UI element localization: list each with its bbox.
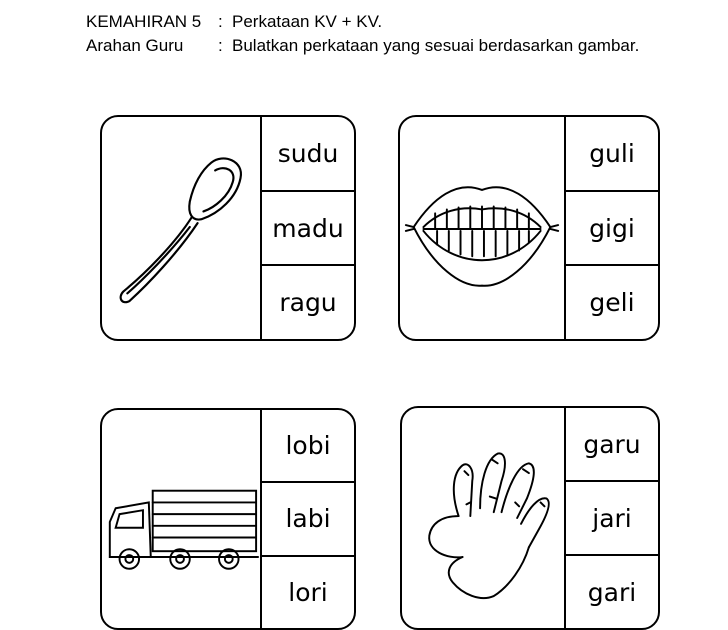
instruction-text: Bulatkan perkataan yang sesuai berdasarkan gambar. bbox=[232, 36, 640, 55]
colon: : bbox=[218, 36, 223, 55]
card-hand bbox=[400, 406, 660, 630]
hand-icon bbox=[402, 408, 564, 628]
spoon-picture bbox=[102, 117, 260, 339]
word-option[interactable]: garu bbox=[566, 408, 658, 482]
card-spoon bbox=[100, 115, 356, 341]
instruction-label: Arahan Guru bbox=[86, 36, 184, 55]
word-option[interactable]: sudu bbox=[262, 117, 354, 192]
word-list bbox=[260, 117, 354, 339]
word-option[interactable]: labi bbox=[262, 483, 354, 556]
spoon-icon bbox=[102, 117, 260, 339]
card-lorry bbox=[100, 408, 356, 630]
skill-label: KEMAHIRAN 5 bbox=[86, 12, 202, 31]
instruction-row bbox=[86, 34, 652, 58]
word-option[interactable]: geli bbox=[589, 288, 635, 318]
word-list bbox=[564, 408, 658, 628]
skill-text: Perkataan KV + KV. bbox=[232, 12, 383, 31]
mouth-picture bbox=[400, 117, 564, 339]
word-list bbox=[564, 117, 658, 339]
word-option[interactable]: gigi bbox=[566, 192, 658, 267]
skill-row bbox=[86, 10, 652, 34]
word-option[interactable]: guli bbox=[566, 117, 658, 192]
word-option[interactable]: lobi bbox=[262, 410, 354, 483]
word-option[interactable]: jari bbox=[566, 482, 658, 556]
word-option[interactable]: ragu bbox=[279, 288, 337, 318]
word-option[interactable]: gari bbox=[587, 577, 637, 607]
colon: : bbox=[218, 12, 223, 31]
hand-picture bbox=[402, 408, 564, 628]
lorry-picture bbox=[102, 410, 260, 628]
word-option[interactable]: lori bbox=[288, 577, 328, 607]
word-list bbox=[260, 410, 354, 628]
mouth-teeth-icon bbox=[400, 117, 564, 339]
card-mouth bbox=[398, 115, 660, 341]
lorry-icon bbox=[102, 410, 260, 628]
worksheet-header bbox=[86, 10, 652, 58]
word-option[interactable]: madu bbox=[262, 192, 354, 267]
